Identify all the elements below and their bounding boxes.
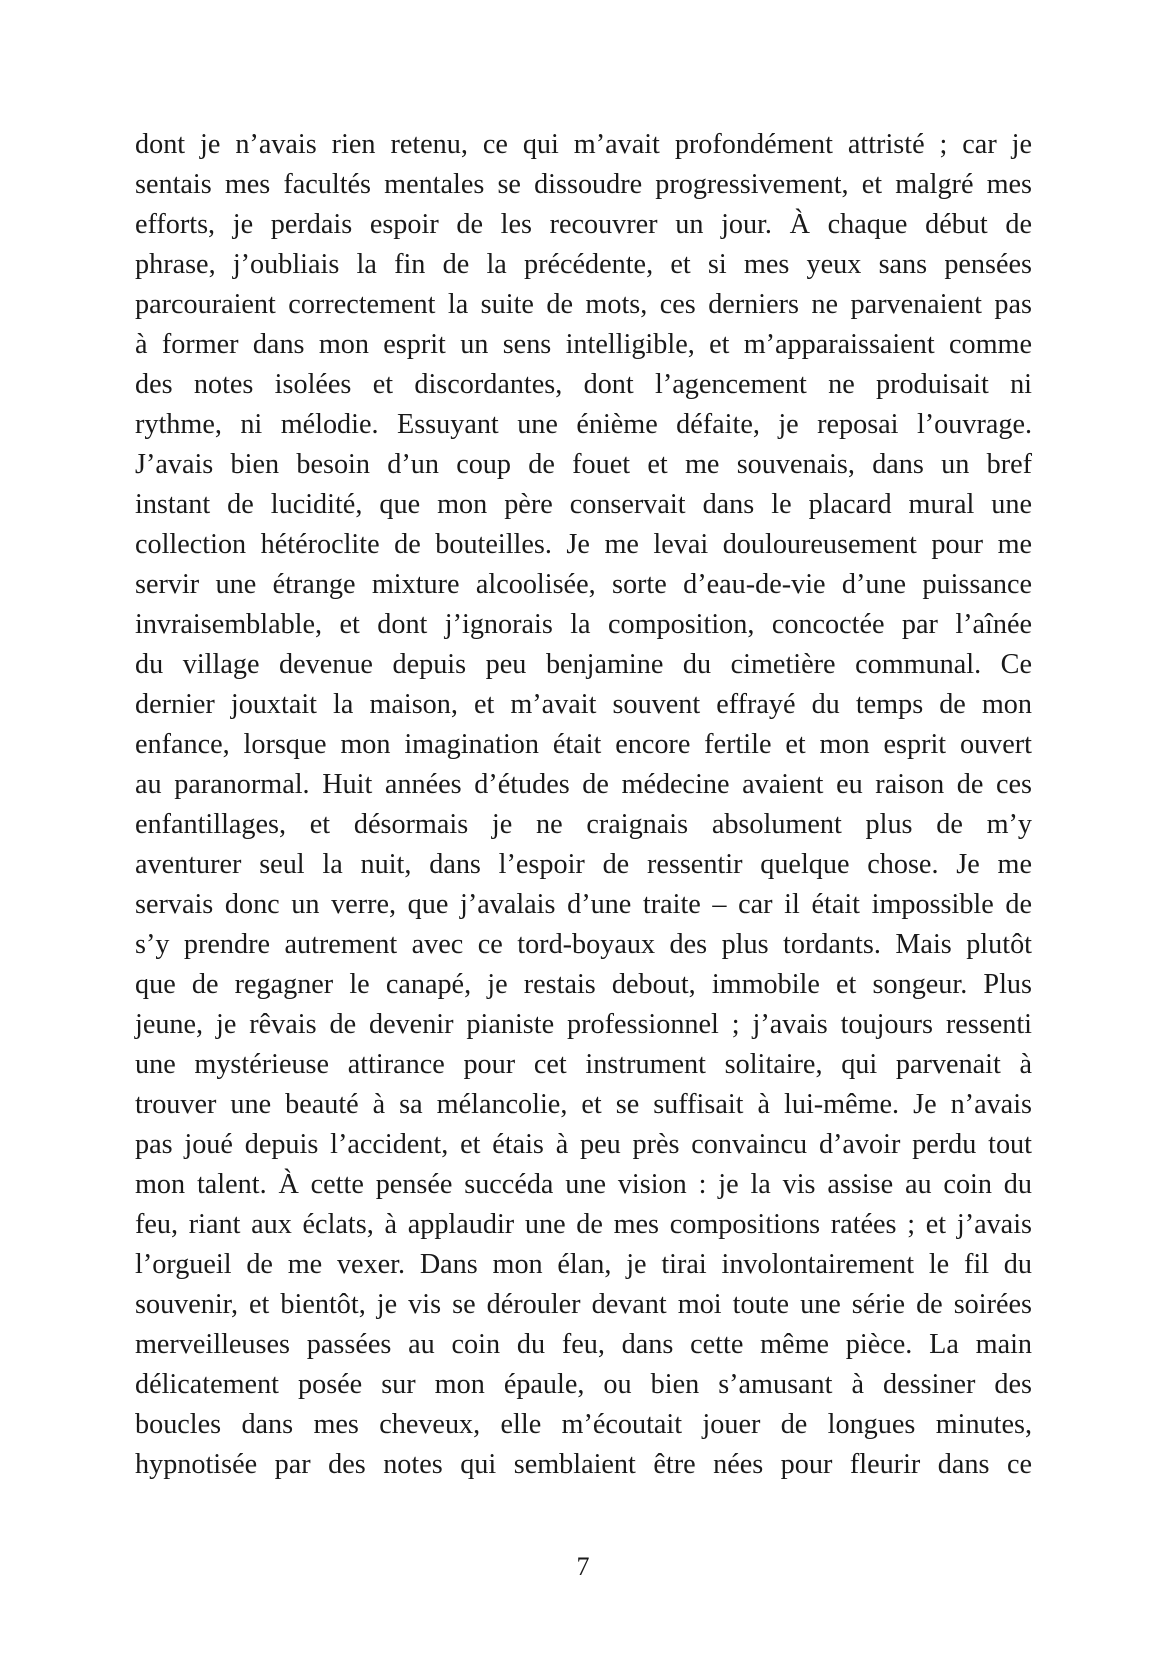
text-line: dont je n’avais rien retenu, ce qui m’avait profondément attristé ; car je: [135, 129, 1032, 160]
text-line: que de regagner le canapé, je restais debout, immobile et songeur. Plus: [135, 969, 1032, 1000]
text-line: hypnotisée par des notes qui semblaient être nées pour fleurir dans ce: [135, 1449, 1032, 1480]
text-line: à former dans mon esprit un sens intelligible, et m’apparaissaient comme: [135, 329, 1032, 360]
text-line: invraisemblable, et dont j’ignorais la composition, concoctée par l’aînée: [135, 609, 1032, 640]
text-line: délicatement posée sur mon épaule, ou bien s’amusant à dessiner des: [135, 1369, 1032, 1400]
text-line: sentais mes facultés mentales se dissoudre progressivement, et malgré mes: [135, 169, 1032, 200]
text-line: enfantillages, et désormais je ne craignais absolument plus de m’y: [135, 809, 1032, 840]
text-line: J’avais bien besoin d’un coup de fouet et me souvenais, dans un bref: [135, 449, 1032, 480]
text-line: parcouraient correctement la suite de mots, ces derniers ne parvenaient pas: [135, 289, 1032, 320]
text-line: boucles dans mes cheveux, elle m’écoutait jouer de longues minutes,: [135, 1409, 1032, 1440]
text-line: jeune, je rêvais de devenir pianiste professionnel ; j’avais toujours ressenti: [135, 1009, 1032, 1040]
text-line: l’orgueil de me vexer. Dans mon élan, je tirai involontairement le fil du: [135, 1249, 1032, 1280]
text-line: mon talent. À cette pensée succéda une vision : je la vis assise au coin du: [135, 1169, 1032, 1200]
text-line: efforts, je perdais espoir de les recouvrer un jour. À chaque début de: [135, 209, 1032, 240]
text-line: instant de lucidité, que mon père conservait dans le placard mural une: [135, 489, 1032, 520]
text-line: servais donc un verre, que j’avalais d’une traite – car il était impossible de: [135, 889, 1032, 920]
text-line: souvenir, et bientôt, je vis se dérouler devant moi toute une série de soirées: [135, 1289, 1032, 1320]
text-line: rythme, ni mélodie. Essuyant une énième défaite, je reposai l’ouvrage.: [135, 409, 1032, 440]
text-line: aventurer seul la nuit, dans l’espoir de ressentir quelque chose. Je me: [135, 849, 1032, 880]
text-line: au paranormal. Huit années d’études de médecine avaient eu raison de ces: [135, 769, 1032, 800]
text-line: servir une étrange mixture alcoolisée, sorte d’eau-de-vie d’une puissance: [135, 569, 1032, 600]
page-number: 7: [576, 1552, 590, 1581]
text-line: feu, riant aux éclats, à applaudir une de mes compositions ratées ; et j’avais: [135, 1209, 1032, 1240]
text-line: collection hétéroclite de bouteilles. Je me levai douloureusement pour me: [135, 529, 1032, 560]
text-line: des notes isolées et discordantes, dont l’agencement ne produisait ni: [135, 369, 1032, 400]
text-line: s’y prendre autrement avec ce tord-boyaux des plus tordants. Mais plutôt: [135, 929, 1032, 960]
text-line: phrase, j’oubliais la fin de la précédente, et si mes yeux sans pensées: [135, 249, 1032, 280]
text-line: merveilleuses passées au coin du feu, dans cette même pièce. La main: [135, 1329, 1032, 1360]
text-line: dernier jouxtait la maison, et m’avait souvent effrayé du temps de mon: [135, 689, 1032, 720]
body-text: [135, 125, 1032, 1485]
text-line: trouver une beauté à sa mélancolie, et se suffisait à lui-même. Je n’avais: [135, 1089, 1032, 1120]
text-line: enfance, lorsque mon imagination était encore fertile et mon esprit ouvert: [135, 729, 1032, 760]
text-line: une mystérieuse attirance pour cet instrument solitaire, qui parvenait à: [135, 1049, 1032, 1080]
text-line: pas joué depuis l’accident, et étais à peu près convaincu d’avoir perdu tout: [135, 1129, 1032, 1160]
text-line: du village devenue depuis peu benjamine du cimetière communal. Ce: [135, 649, 1032, 680]
